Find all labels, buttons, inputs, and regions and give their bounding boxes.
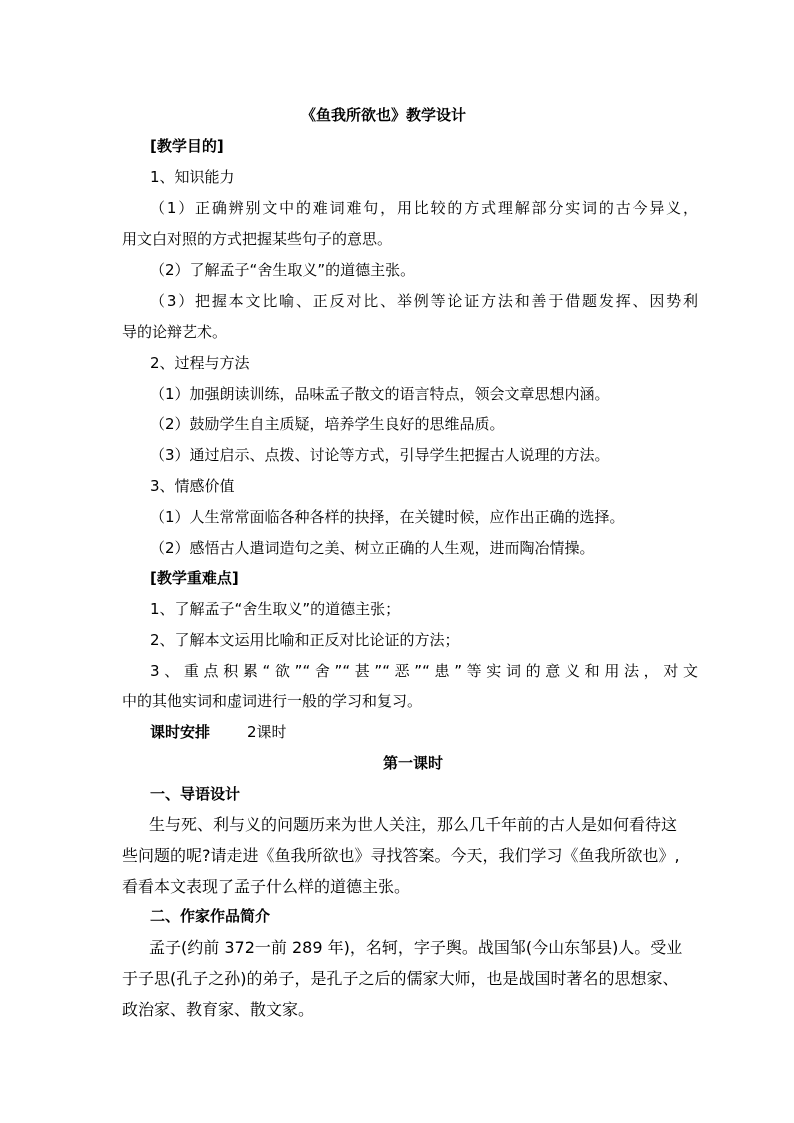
goals-heading: [教学目的] (150, 137, 224, 155)
key-point-3-line2: 中的其他实词和虚词进行一般的学习和复习。 (122, 692, 423, 710)
intro-line-2: 些问题的呢?请走进《鱼我所欲也》寻找答案。今天，我们学习《鱼我所欲也》, (122, 846, 680, 865)
goal3-item1: （1）人生常常面临各种各样的抉择，在关键时候，应作出正确的选择。 (150, 508, 625, 526)
goal1-heading: 1、知识能力 (150, 168, 235, 186)
goal2-item3: （3）通过启示、点拨、讨论等方式，引导学生把握古人说理的方法。 (150, 446, 610, 464)
document-title: 《鱼我所欲也》教学设计 (301, 106, 467, 124)
goal1-item3-line1: （3）把握本文比喻、正反对比、举例等论证方法和善于借题发挥、因势利 (150, 292, 698, 310)
goal3-heading: 3、情感价值 (150, 477, 235, 495)
author-line-3: 政治家、教育家、散文家。 (122, 1000, 315, 1019)
goal1-item3-line2: 导的论辩艺术。 (122, 323, 228, 341)
schedule-label: 课时安排 (150, 723, 211, 741)
lesson-heading: 第一课时 (383, 754, 444, 772)
intro-line-3: 看看本文表现了孟子什么样的道德主张。 (122, 877, 411, 896)
goal1-item1-line2: 用文白对照的方式把握某些句子的意思。 (122, 230, 393, 248)
goal2-item1: （1）加强朗读训练，品味孟子散文的语言特点，领会文章思想内涵。 (150, 385, 610, 403)
key-point-3-line1: 3、重点积累“欲”“舍”“甚”“恶”“患”等实词的意义和用法，对文 (150, 662, 698, 680)
goal3-item2: （2）感悟古人遣词造句之美、树立正确的人生观，进而陶冶情操。 (150, 539, 595, 557)
author-heading: 二、作家作品简介 (150, 907, 271, 925)
intro-heading: 一、导语设计 (150, 785, 241, 803)
goal1-item2: （2）了解孟子“舍生取义”的道德主张。 (150, 261, 416, 279)
author-line-1: 孟子(约前 372一前 289 年)，名轲，字子舆。战国邹(今山东邹县)人。受业 (149, 938, 683, 957)
key-point-2: 2、了解本文运用比喻和正反对比论证的方法； (150, 631, 460, 649)
schedule-value: 2课时 (247, 723, 287, 741)
intro-line-1: 生与死、利与义的问题历来为世人关注，那么几千年前的古人是如何看待这 (149, 815, 678, 834)
key-points-heading: [教学重难点] (150, 569, 239, 587)
goal1-item1-line1: （1）正确辨别文中的难词难句，用比较的方式理解部分实词的古今异义， (150, 199, 698, 217)
goal2-item2: （2）鼓励学生自主质疑，培养学生良好的思维品质。 (150, 415, 505, 433)
goal2-heading: 2、过程与方法 (150, 354, 250, 372)
author-line-2: 于子思(孔子之孙)的弟子，是孔子之后的儒家大师，也是战国时著名的思想家、 (122, 969, 679, 988)
key-point-1: 1、了解孟子“舍生取义”的道德主张； (150, 600, 401, 618)
